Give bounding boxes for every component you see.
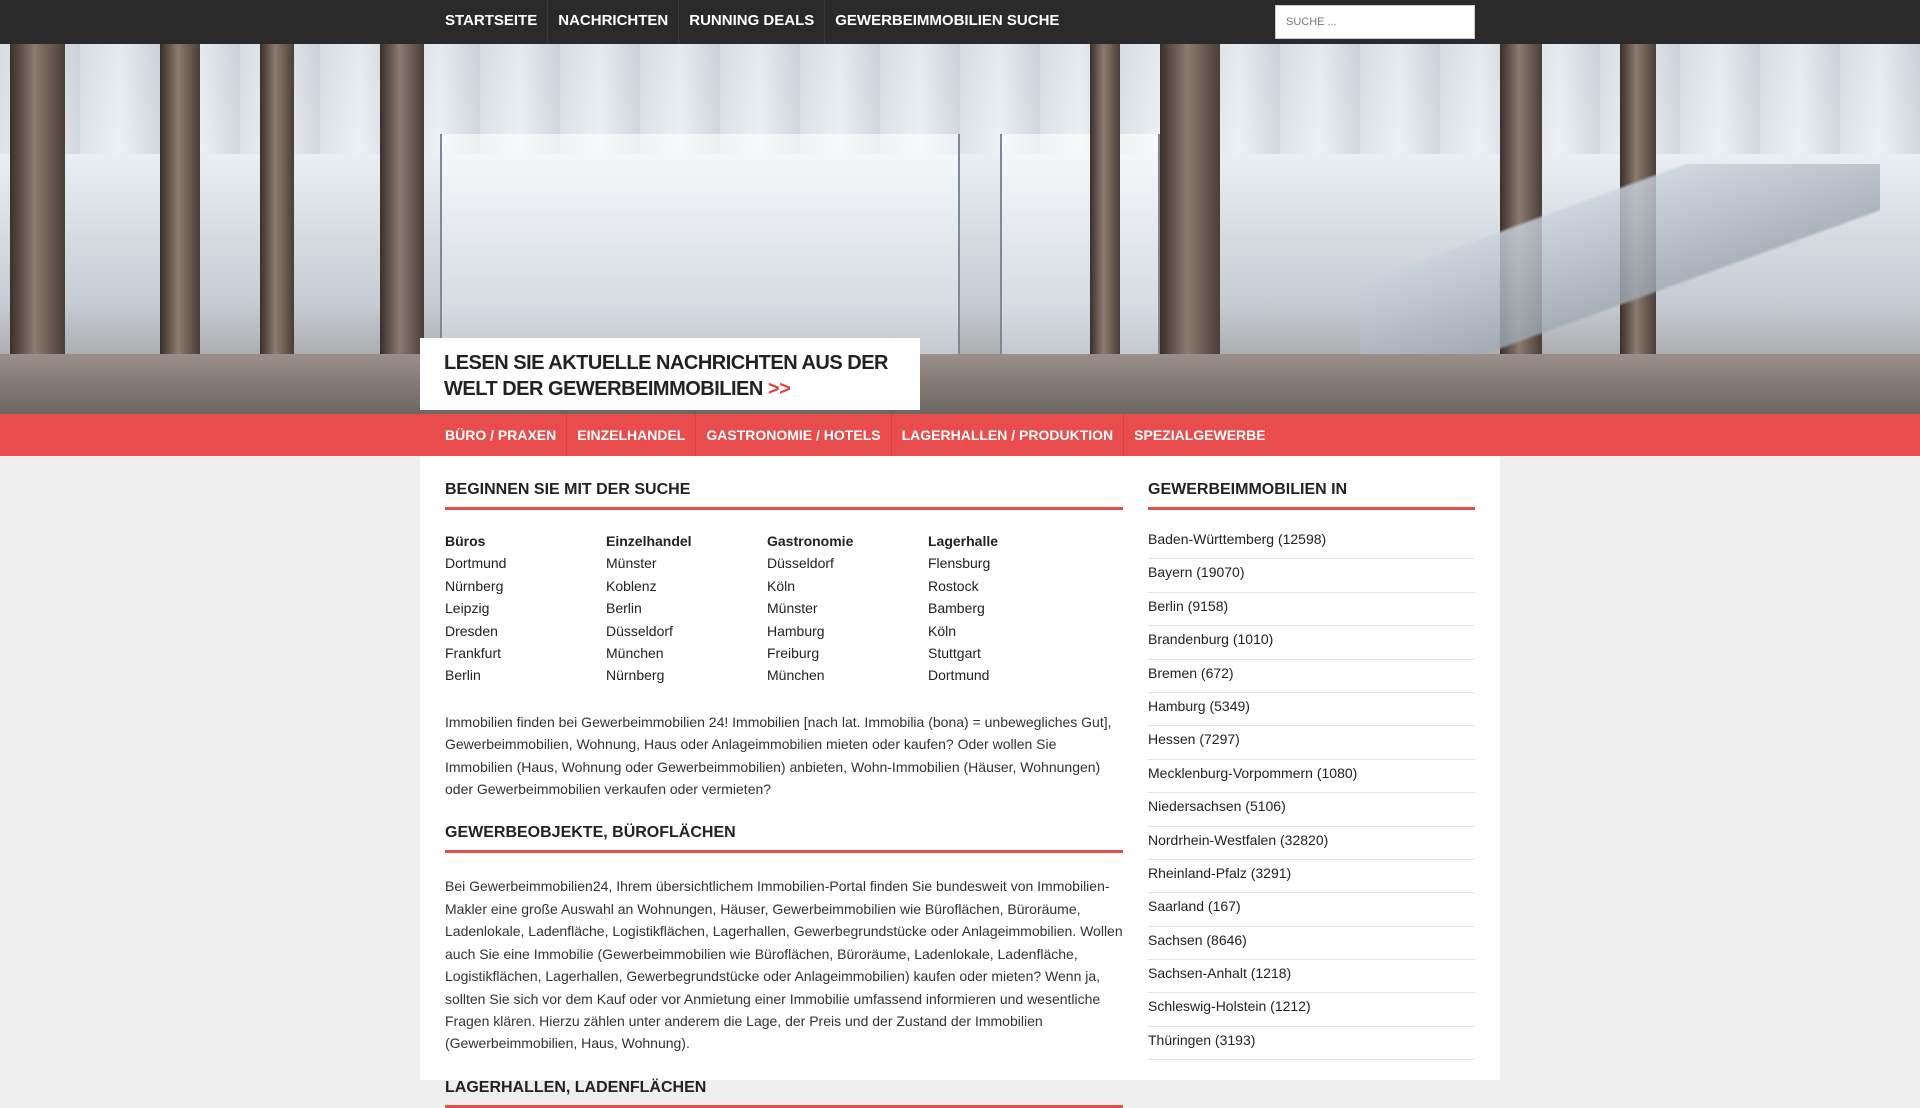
state-link[interactable]: Mecklenburg-Vorpommern (1080) (1148, 760, 1475, 793)
hero-floor (0, 354, 1920, 414)
city-link[interactable]: Nürnberg (606, 667, 665, 684)
city-link[interactable]: Münster (606, 555, 657, 572)
state-link[interactable]: Schleswig-Holstein (1212) (1148, 993, 1475, 1026)
city-link[interactable]: Dortmund (928, 667, 990, 684)
state-link[interactable]: Niedersachsen (5106) (1148, 793, 1475, 826)
column-gastronomie (767, 530, 928, 687)
state-link[interactable]: Sachsen-Anhalt (1218) (1148, 960, 1475, 993)
city-link[interactable]: Leipzig (445, 600, 490, 617)
state-link[interactable]: Berlin (9158) (1148, 593, 1475, 626)
city-link[interactable]: Berlin (606, 600, 642, 617)
hero-title (444, 350, 896, 402)
city-link[interactable]: München (606, 645, 664, 662)
nav-nachrichten[interactable]: NACHRICHTEN (548, 0, 679, 44)
nav-gewerbeimmobilien-suche[interactable]: GEWERBEIMMOBILIEN SUCHE (835, 12, 1060, 29)
search-input[interactable] (1275, 5, 1475, 39)
category-menu (445, 414, 1276, 456)
city-link[interactable]: Stuttgart (928, 645, 981, 662)
city-link[interactable]: Münster (767, 600, 818, 617)
column-head: Einzelhandel (606, 533, 692, 549)
column-einzelhandel (606, 530, 767, 687)
city-link[interactable]: Bamberg (928, 600, 985, 617)
column-head: Lagerhalle (928, 533, 999, 549)
hero-escalator (1360, 164, 1880, 364)
state-link[interactable]: Nordrhein-Westfalen (32820) (1148, 827, 1475, 860)
cat-buero-praxen[interactable]: BÜRO / PRAXEN (445, 414, 567, 456)
nav-startseite[interactable]: STARTSEITE (445, 0, 548, 44)
cat-lagerhallen-produktion[interactable]: LAGERHALLEN / PRODUKTION (892, 414, 1125, 456)
cat-einzelhandel[interactable]: EINZELHANDEL (567, 414, 696, 456)
sidebar-title: GEWERBEIMMOBILIEN IN (1148, 481, 1475, 510)
city-link[interactable]: Dortmund (445, 555, 507, 572)
main-menu (445, 0, 1069, 44)
main-column (445, 456, 1123, 1108)
intro-paragraph: Immobilien finden bei Gewerbeimmobilien 24! Immobilien [nach lat. Immobilia (bona) = unbewegliches Gut], Gewerbeimmobilien, Wohnung, Haus oder Anlageimmobilien mieten oder kaufen? Oder wollen Sie Immobilien (Haus, Wohnung oder Gewerbeimmobilien) anbieten, Wohn-Immobilien (Häuser, Wohnungen) oder Gewerbeimmobilien verkaufen oder vermieten? (445, 713, 1112, 798)
city-link[interactable]: Nürnberg (445, 577, 504, 594)
state-link[interactable]: Bremen (672) (1148, 660, 1475, 693)
city-link[interactable]: Berlin (445, 667, 481, 684)
search-section-title: BEGINNEN SIE MIT DER SUCHE (445, 481, 1123, 510)
state-link[interactable]: Baden-Württemberg (12598) (1148, 526, 1475, 559)
hero-title-text: LESEN SIE AKTUELLE NACHRICHTEN AUS DER WELT DER GEWERBEIMMOBILIEN (444, 352, 888, 400)
state-link[interactable]: Thüringen (3193) (1148, 1027, 1475, 1060)
category-bar (0, 414, 1920, 456)
cat-spezialgewerbe[interactable]: SPEZIALGEWERBE (1134, 427, 1266, 443)
search-link-grid (445, 530, 1123, 687)
city-link[interactable]: Flensburg (928, 555, 991, 572)
city-link[interactable]: Freiburg (767, 645, 820, 662)
column-lagerhalle (928, 530, 1089, 687)
section-title-gewerbeobjekte: GEWERBEOBJEKTE, BÜROFLÄCHEN (445, 824, 1123, 853)
top-navigation-bar (0, 0, 1920, 44)
city-link[interactable]: Dresden (445, 622, 498, 639)
city-link[interactable]: Köln (928, 622, 957, 639)
state-link[interactable]: Brandenburg (1010) (1148, 626, 1475, 659)
city-link[interactable]: Hamburg (767, 622, 825, 639)
nav-running-deals[interactable]: RUNNING DEALS (679, 0, 825, 44)
content-container (420, 456, 1500, 1096)
cat-gastronomie-hotels[interactable]: GASTRONOMIE / HOTELS (696, 414, 891, 456)
city-link[interactable]: Düsseldorf (767, 555, 834, 572)
state-link[interactable]: Saarland (167) (1148, 893, 1475, 926)
city-link[interactable]: Köln (767, 577, 796, 594)
city-link[interactable]: Rostock (928, 577, 979, 594)
city-link[interactable]: Frankfurt (445, 645, 502, 662)
column-bueros (445, 530, 606, 687)
column-head: Büros (445, 533, 486, 549)
hero-news-card[interactable] (420, 338, 920, 410)
section-title-lagerhallen: LAGERHALLEN, LADENFLÄCHEN (445, 1079, 1123, 1108)
city-link[interactable]: Koblenz (606, 577, 657, 594)
column-head: Gastronomie (767, 533, 854, 549)
state-link[interactable]: Sachsen (8646) (1148, 927, 1475, 960)
state-link[interactable]: Hamburg (5349) (1148, 693, 1475, 726)
state-list (1148, 526, 1475, 1060)
state-link[interactable]: Bayern (19070) (1148, 559, 1475, 592)
city-link[interactable]: Düsseldorf (606, 622, 673, 639)
hero-banner (0, 44, 1920, 414)
state-link[interactable]: Rheinland-Pfalz (3291) (1148, 860, 1475, 893)
gewerbeobjekte-paragraph: Bei Gewerbeimmobilien24, Ihrem übersichtlichem Immobilien-Portal finden Sie bundesweit von Immobilien-Makler eine große Auswahl an Wohnungen, Häuser, Gewerbeimmobilien wie Büroflächen, Büroräume, Ladenlokale, Ladenfläche, Logistikflächen, Lagerhallen, Gewerbegrundstücke oder Anlageimmobilien. Wollen auch Sie eine Immobilie (Gewerbeimmobilien wie Büroflächen, Büroräume, Ladenlokale, Ladenfläche, Logistikflächen, Lagerhallen, Gewerbegrundstücke oder Anlageimmobilien) kaufen oder mieten? Wenn ja, sollten Sie sich vor dem Kauf oder vor Anmietung einer Immobilie umfassend informieren und wesentliche Fragen klären. Hierzu zählen unter anderem die Lage, der Preis und der Zustand der Immobilien (Gewerbeimmobilien, Haus, Wohnung). (445, 878, 1123, 1052)
hero-arrow[interactable]: >> (767, 378, 791, 400)
state-link[interactable]: Hessen (7297) (1148, 726, 1475, 759)
city-link[interactable]: München (767, 667, 825, 684)
sidebar (1148, 456, 1475, 1060)
